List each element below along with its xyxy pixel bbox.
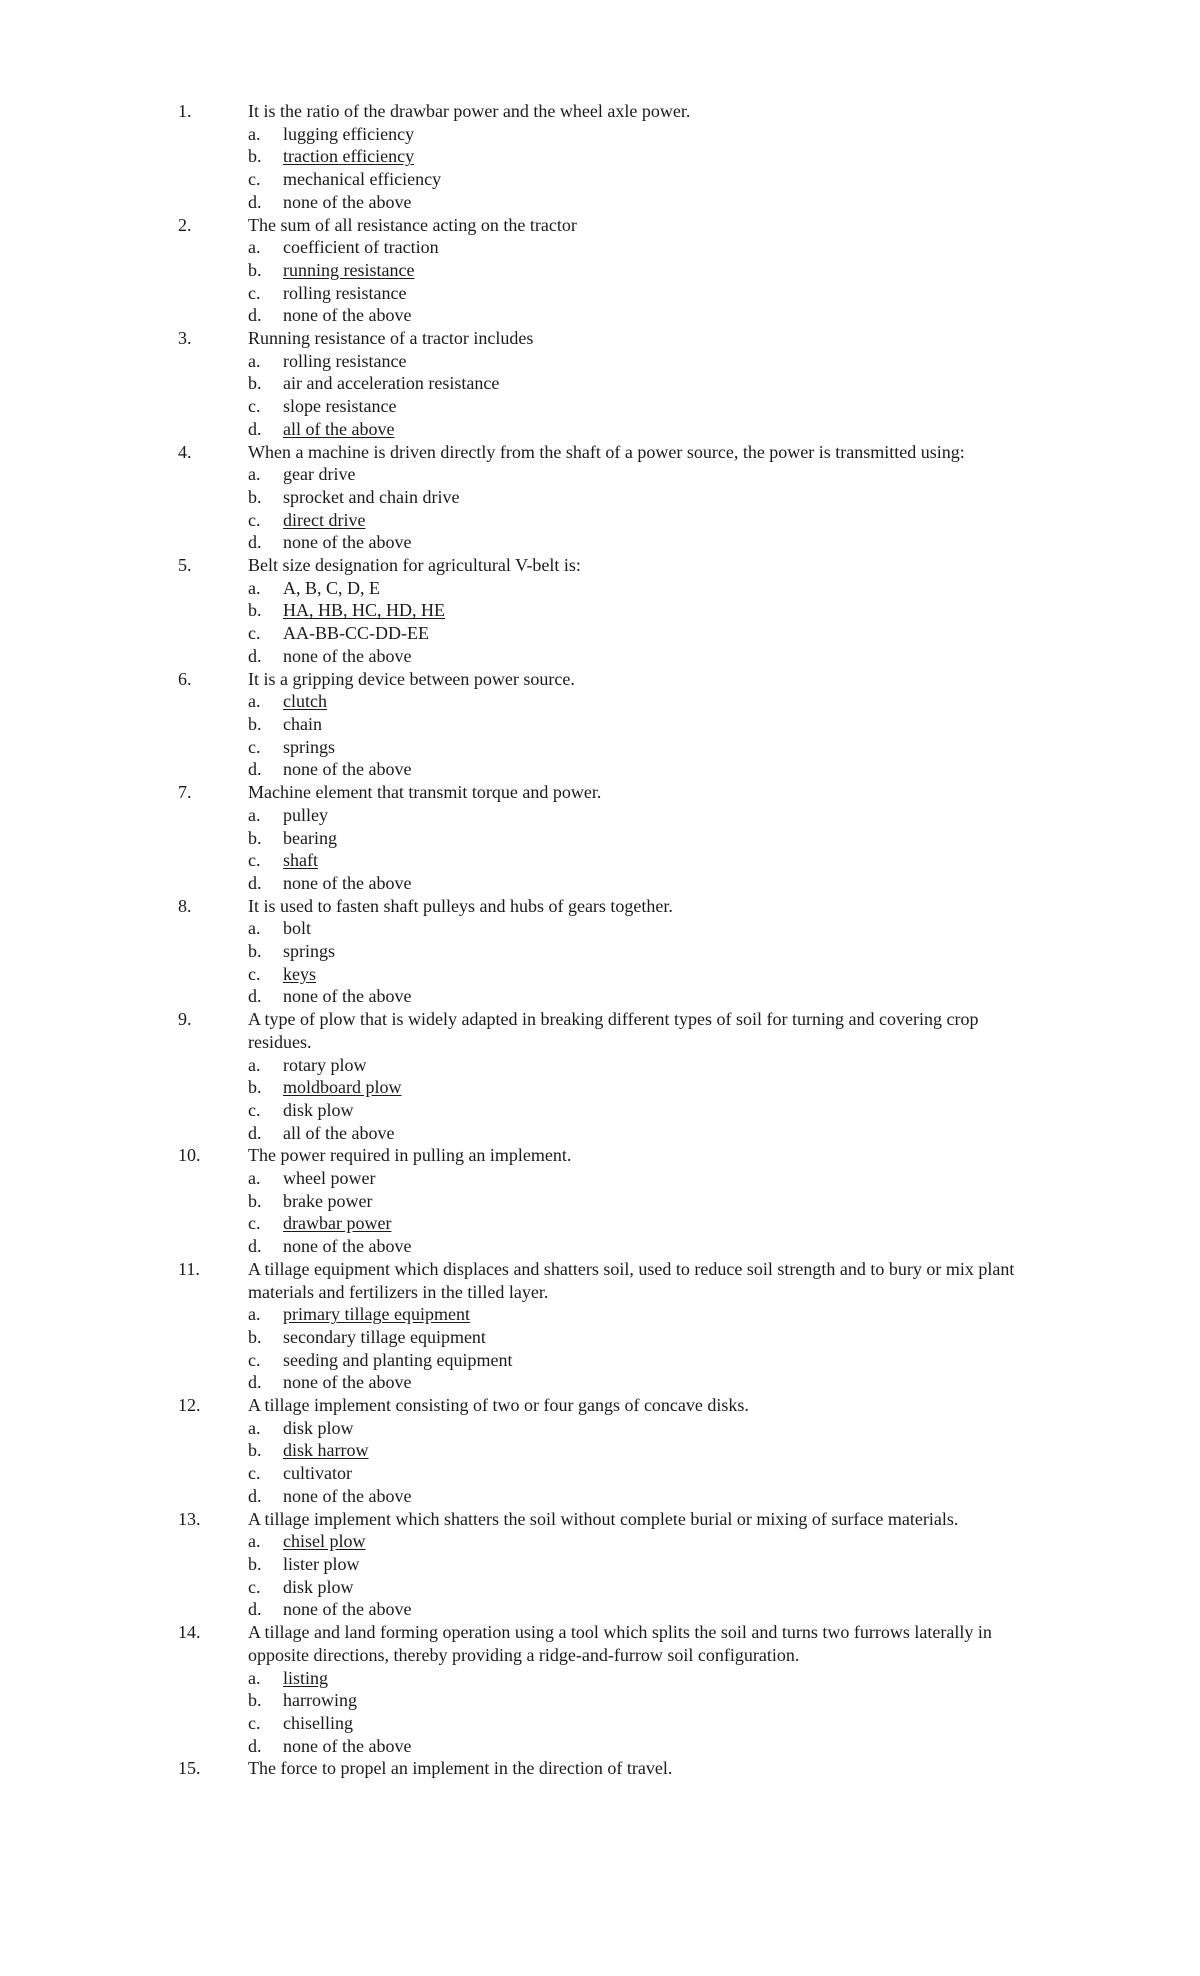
choice-letter: d. xyxy=(248,1735,262,1756)
choice-text: none of the above xyxy=(283,645,412,666)
question-number: 7. xyxy=(178,782,192,803)
choice-letter: d. xyxy=(248,1236,262,1257)
choice-text: harrowing xyxy=(283,1690,357,1711)
choice-letter: a. xyxy=(248,1304,261,1325)
question-number: 8. xyxy=(178,895,192,916)
choice-letter: c. xyxy=(248,850,261,871)
choice-text: none of the above xyxy=(283,1485,412,1506)
choice-item xyxy=(248,350,1028,373)
choice-letter: a. xyxy=(248,577,261,598)
choice-letter: d. xyxy=(248,645,262,666)
choice-text: none of the above xyxy=(283,532,412,553)
choice-text: none of the above xyxy=(283,1372,412,1393)
choice-item xyxy=(248,304,1028,327)
choice-letter: d. xyxy=(248,759,262,780)
choice-letter: b. xyxy=(248,1690,262,1711)
choice-item xyxy=(248,827,1028,850)
choice-item xyxy=(248,645,1028,668)
choice-item xyxy=(248,1167,1028,1190)
question-number: 1. xyxy=(178,101,192,121)
choice-item xyxy=(248,486,1028,509)
choice-letter: d. xyxy=(248,1485,262,1506)
question-number: 15. xyxy=(178,1758,201,1779)
choice-list xyxy=(248,1303,1028,1394)
question-text: When a machine is driven directly from the shaft of a power source, the power is transmitted using: xyxy=(248,441,965,462)
choice-item xyxy=(248,145,1028,168)
correct-answer-text: HA, HB, HC, HD, HE xyxy=(283,600,445,621)
choice-text: rolling resistance xyxy=(283,350,407,371)
choice-list xyxy=(248,350,1028,441)
choice-list xyxy=(248,1054,1028,1145)
choice-letter: b. xyxy=(248,941,262,962)
choice-item xyxy=(248,1371,1028,1394)
choice-text: none of the above xyxy=(283,1599,412,1620)
choice-text: seeding and planting equipment xyxy=(283,1349,513,1370)
choice-item xyxy=(248,985,1028,1008)
choice-letter: b. xyxy=(248,146,262,167)
choice-text: none of the above xyxy=(283,1735,412,1756)
choice-letter: c. xyxy=(248,396,261,417)
question-item xyxy=(178,1008,1028,1144)
choice-letter: b. xyxy=(248,486,262,507)
choice-text: lister plow xyxy=(283,1554,360,1574)
choice-text: gear drive xyxy=(283,464,356,485)
choice-text: slope resistance xyxy=(283,396,397,417)
question-item xyxy=(178,327,1028,441)
choice-letter: a. xyxy=(248,1417,261,1438)
choice-item xyxy=(248,963,1028,986)
choice-letter: b. xyxy=(248,1554,262,1574)
correct-answer-text: traction efficiency xyxy=(283,146,415,167)
choice-letter: d. xyxy=(248,191,262,212)
choice-text: none of the above xyxy=(283,986,412,1007)
choice-item xyxy=(248,123,1028,146)
choice-text: bolt xyxy=(283,918,312,939)
choice-item xyxy=(248,940,1028,963)
choice-letter: b. xyxy=(248,1326,262,1347)
choice-letter: b. xyxy=(248,1190,262,1211)
question-item xyxy=(178,895,1028,1009)
choice-item xyxy=(248,191,1028,214)
choice-text: pulley xyxy=(283,804,328,825)
choice-item xyxy=(248,395,1028,418)
choice-letter: a. xyxy=(248,464,261,485)
choice-text: none of the above xyxy=(283,759,412,780)
choice-item xyxy=(248,1099,1028,1122)
choice-letter: b. xyxy=(248,259,262,280)
choice-text: rotary plow xyxy=(283,1054,367,1075)
choice-item xyxy=(248,1122,1028,1145)
choice-text: none of the above xyxy=(283,872,412,893)
choice-item xyxy=(248,236,1028,259)
correct-answer-text: listing xyxy=(283,1667,329,1688)
choice-item xyxy=(248,577,1028,600)
choice-text: lugging efficiency xyxy=(283,123,415,144)
choice-text: bearing xyxy=(283,827,337,848)
choice-list xyxy=(248,463,1028,554)
choice-list xyxy=(248,1667,1028,1758)
question-number: 5. xyxy=(178,555,192,576)
choice-item xyxy=(248,282,1028,305)
question-number: 3. xyxy=(178,328,192,349)
question-item xyxy=(178,781,1028,895)
choice-letter: a. xyxy=(248,350,261,371)
question-item xyxy=(178,1508,1028,1622)
choice-letter: a. xyxy=(248,1168,261,1189)
question-item xyxy=(178,214,1028,328)
choice-item xyxy=(248,1485,1028,1508)
choice-letter: a. xyxy=(248,1531,261,1552)
choice-item xyxy=(248,1303,1028,1326)
choice-list xyxy=(248,804,1028,895)
choice-item xyxy=(248,804,1028,827)
choice-text: air and acceleration resistance xyxy=(283,373,500,394)
question-text: Running resistance of a tractor includes xyxy=(248,328,534,349)
choice-letter: c. xyxy=(248,736,261,757)
choice-letter: b. xyxy=(248,1077,262,1098)
choice-item xyxy=(248,1326,1028,1349)
choice-item xyxy=(248,622,1028,645)
question-text: Machine element that transmit torque and power. xyxy=(248,782,602,803)
choice-text: wheel power xyxy=(283,1168,376,1189)
choice-text: secondary tillage equipment xyxy=(283,1326,486,1347)
choice-list xyxy=(248,577,1028,668)
choice-letter: a. xyxy=(248,237,261,258)
choice-item xyxy=(248,872,1028,895)
question-item xyxy=(178,441,1028,555)
choice-letter: d. xyxy=(248,418,262,439)
choice-item xyxy=(248,1735,1028,1758)
choice-item xyxy=(248,1712,1028,1735)
choice-letter: a. xyxy=(248,1667,261,1688)
choice-letter: c. xyxy=(248,1099,261,1120)
question-number: 6. xyxy=(178,668,192,689)
choice-list xyxy=(248,1417,1028,1508)
choice-letter: a. xyxy=(248,1054,261,1075)
choice-letter: c. xyxy=(248,1463,261,1484)
choice-text: none of the above xyxy=(283,191,412,212)
choice-item xyxy=(248,531,1028,554)
choice-text: none of the above xyxy=(283,1236,412,1257)
choice-letter: a. xyxy=(248,918,261,939)
question-text: It is used to fasten shaft pulleys and hubs of gears together. xyxy=(248,895,673,916)
choice-letter: d. xyxy=(248,305,262,326)
choice-item xyxy=(248,849,1028,872)
question-text: A tillage implement consisting of two or four gangs of concave disks. xyxy=(248,1395,749,1416)
choice-letter: b. xyxy=(248,1440,262,1461)
correct-answer-text: direct drive xyxy=(283,509,366,530)
question-number: 4. xyxy=(178,441,192,462)
choice-list xyxy=(248,690,1028,781)
correct-answer-text: all of the above xyxy=(283,418,395,439)
choice-item xyxy=(248,1190,1028,1213)
choice-letter: d. xyxy=(248,1372,262,1393)
choice-list xyxy=(248,123,1028,214)
question-item xyxy=(178,668,1028,782)
question-text: The sum of all resistance acting on the tractor xyxy=(248,214,577,235)
choice-item xyxy=(248,758,1028,781)
correct-answer-text: clutch xyxy=(283,691,327,712)
choice-letter: d. xyxy=(248,1599,262,1620)
correct-answer-text: drawbar power xyxy=(283,1213,392,1234)
choice-item xyxy=(248,418,1028,441)
correct-answer-text: moldboard plow xyxy=(283,1077,402,1098)
choice-text: rolling resistance xyxy=(283,282,407,303)
choice-letter: c. xyxy=(248,1712,261,1733)
choice-item xyxy=(248,599,1028,622)
choice-letter: c. xyxy=(248,1213,261,1234)
choice-text: all of the above xyxy=(283,1122,395,1143)
choice-text: coefficient of traction xyxy=(283,237,439,258)
choice-list xyxy=(248,917,1028,1008)
choice-item xyxy=(248,1462,1028,1485)
choice-letter: c. xyxy=(248,1576,261,1597)
choice-item xyxy=(248,1054,1028,1077)
choice-letter: b. xyxy=(248,600,262,621)
choice-item xyxy=(248,1553,1028,1576)
choice-text: mechanical efficiency xyxy=(283,169,442,190)
correct-answer-text: primary tillage equipment xyxy=(283,1304,470,1325)
choice-item xyxy=(248,1417,1028,1440)
choice-item xyxy=(248,1689,1028,1712)
choice-letter: a. xyxy=(248,123,261,144)
choice-item xyxy=(248,463,1028,486)
question-number: 14. xyxy=(178,1622,201,1643)
question-text: The power required in pulling an implement. xyxy=(248,1145,572,1166)
question-text: A tillage equipment which displaces and shatters soil, used to reduce soil strength and to bury or mix plant materials and fertilizers in the tilled layer. xyxy=(248,1258,1015,1302)
choice-text: AA-BB-CC-DD-EE xyxy=(283,623,429,644)
choice-text: cultivator xyxy=(283,1463,352,1484)
question-item xyxy=(178,1394,1028,1508)
choice-text: chiselling xyxy=(283,1712,353,1733)
choice-text: springs xyxy=(283,941,336,962)
choice-item xyxy=(248,917,1028,940)
choice-item xyxy=(248,1349,1028,1372)
question-item xyxy=(178,1258,1028,1394)
question-text: It is a gripping device between power source. xyxy=(248,668,575,689)
choice-letter: d. xyxy=(248,1122,262,1143)
choice-item xyxy=(248,259,1028,282)
question-text: The force to propel an implement in the direction of travel. xyxy=(248,1758,673,1779)
choice-text: none of the above xyxy=(283,305,412,326)
correct-answer-text: chisel plow xyxy=(283,1531,366,1552)
choice-letter: b. xyxy=(248,713,262,734)
choice-item xyxy=(248,1212,1028,1235)
question-text: A tillage implement which shatters the soil without complete burial or mixing of surface materials. xyxy=(248,1508,959,1529)
question-number: 12. xyxy=(178,1395,201,1416)
choice-letter: c. xyxy=(248,169,261,190)
choice-list xyxy=(248,236,1028,327)
question-number: 10. xyxy=(178,1145,201,1166)
question-list xyxy=(178,100,1028,1780)
question-text: Belt size designation for agricultural V-belt is: xyxy=(248,555,581,576)
correct-answer-text: shaft xyxy=(283,850,318,871)
choice-text: A, B, C, D, E xyxy=(283,577,381,598)
choice-text: sprocket and chain drive xyxy=(283,486,460,507)
choice-text: disk plow xyxy=(283,1576,354,1597)
choice-letter: d. xyxy=(248,872,262,893)
choice-letter: c. xyxy=(248,623,261,644)
choice-text: disk plow xyxy=(283,1417,354,1438)
choice-letter: a. xyxy=(248,691,261,712)
choice-letter: a. xyxy=(248,804,261,825)
choice-letter: c. xyxy=(248,282,261,303)
question-text: It is the ratio of the drawbar power and the wheel axle power. xyxy=(248,101,691,121)
choice-text: chain xyxy=(283,713,322,734)
choice-letter: d. xyxy=(248,532,262,553)
correct-answer-text: keys xyxy=(283,963,316,984)
choice-letter: b. xyxy=(248,373,262,394)
question-number: 9. xyxy=(178,1009,192,1030)
choice-list xyxy=(248,1530,1028,1621)
choice-text: disk plow xyxy=(283,1099,354,1120)
choice-item xyxy=(248,1598,1028,1621)
question-item xyxy=(178,1757,1028,1780)
choice-letter: b. xyxy=(248,827,262,848)
choice-letter: d. xyxy=(248,986,262,1007)
choice-item xyxy=(248,1235,1028,1258)
question-item xyxy=(178,1621,1028,1757)
choice-item xyxy=(248,713,1028,736)
question-item xyxy=(178,100,1028,214)
question-text: A tillage and land forming operation using a tool which splits the soil and turns two furrows laterally in opposite directions, thereby providing a ridge-and-furrow soil configuration. xyxy=(248,1622,992,1665)
choice-item xyxy=(248,168,1028,191)
choice-list xyxy=(248,1167,1028,1258)
choice-item xyxy=(248,1576,1028,1599)
choice-item xyxy=(248,1439,1028,1462)
correct-answer-text: running resistance xyxy=(283,259,415,280)
choice-item xyxy=(248,372,1028,395)
choice-item xyxy=(248,1530,1028,1553)
question-number: 13. xyxy=(178,1508,201,1529)
choice-item xyxy=(248,736,1028,759)
choice-text: springs xyxy=(283,736,336,757)
choice-item xyxy=(248,690,1028,713)
choice-item xyxy=(248,1076,1028,1099)
question-number: 11. xyxy=(178,1258,200,1279)
correct-answer-text: disk harrow xyxy=(283,1440,369,1461)
question-item xyxy=(178,1144,1028,1258)
choice-text: brake power xyxy=(283,1190,373,1211)
choice-letter: c. xyxy=(248,1349,261,1370)
choice-letter: c. xyxy=(248,963,261,984)
choice-letter: c. xyxy=(248,509,261,530)
question-number: 2. xyxy=(178,214,192,235)
choice-item xyxy=(248,1667,1028,1690)
question-text: A type of plow that is widely adapted in breaking different types of soil for turning and covering crop residues. xyxy=(248,1009,979,1052)
choice-item xyxy=(248,509,1028,532)
question-item xyxy=(178,554,1028,668)
